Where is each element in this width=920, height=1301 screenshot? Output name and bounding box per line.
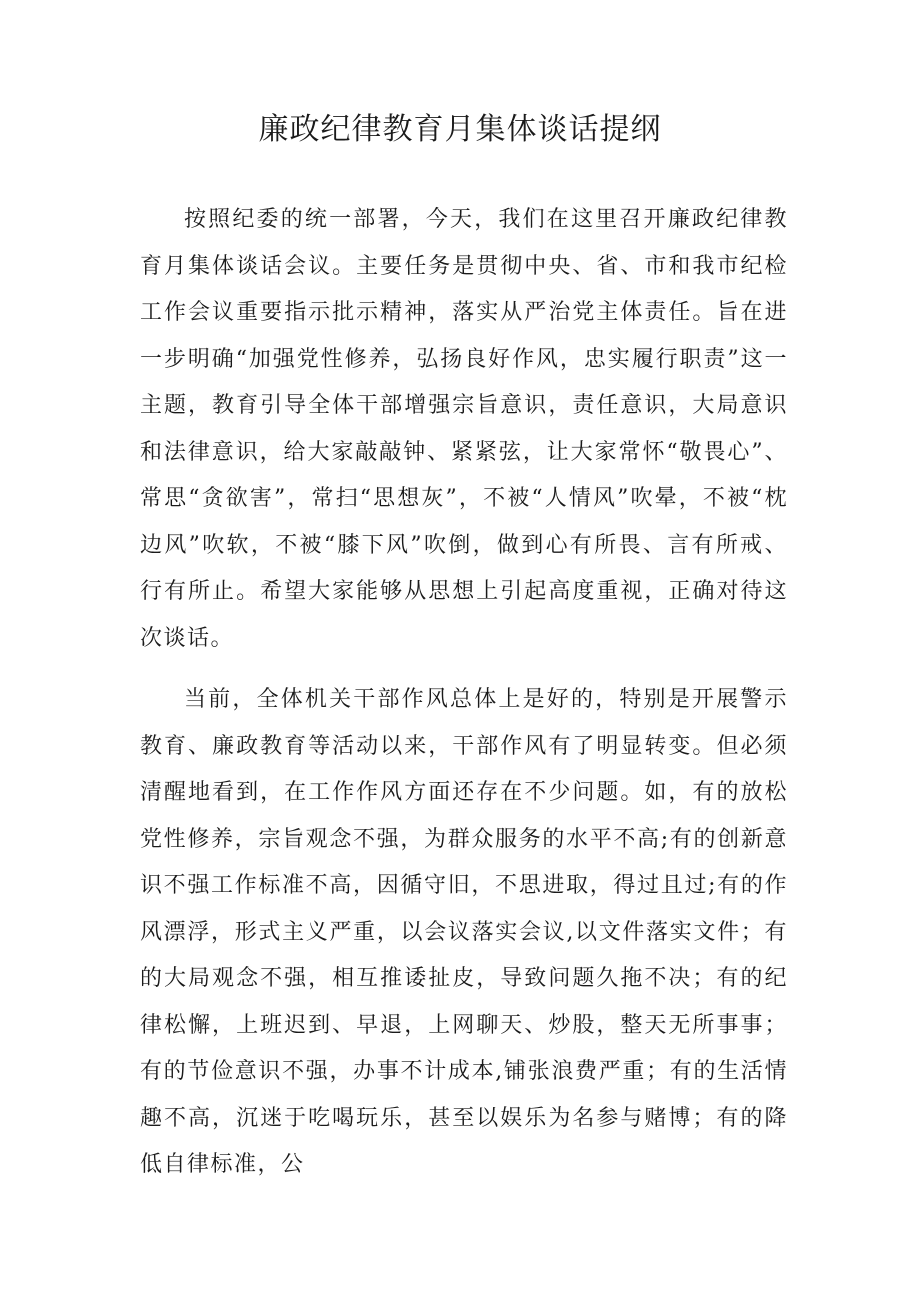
paragraph-1: 按照纪委的统一部署，今天，我们在这里召开廉政纪律教育月集体谈话会议。主要任务是贯彻中央、省、市和我市纪检工作会议重要指示批示精神，落实从严治党主体责任。旨在进一步明确“加强党性修养，弘扬良好作风，忠实履行职责”这一主题，教育引导全体干部增强宗旨意识，责任意识，大局意识和法律意识，给大家敲敲钟、紧紧弦，让大家常怀“敬畏心”、常思“贪欲害”，常扫“思想灰”，不被“人情风”吹晕，不被“枕边风”吹软，不被“膝下风”吹倒，做到心有所畏、言有所戒、行有所止。希望大家能够从思想上引起高度重视，正确对待这次谈话。	[140, 207, 788, 651]
paragraph-2: 当前，全体机关干部作风总体上是好的，特别是开展警示教育、廉政教育等活动以来，干部作风有了明显转变。但必须清醒地看到，在工作作风方面还存在不少问题。如，有的放松党性修养，宗旨观念不强，为群众服务的水平不高;有的创新意识不强工作标准不高，因循守旧，不思进取，得过且过;有的作风漂浮，形式主义严重，以会议落实会议,以文件落实文件；有的大局观念不强，相互推诿扯皮，导致问题久拖不决；有的纪律松懈，上班迟到、早退，上网聊天、炒股，整天无所事事；有的节俭意识不强，办事不计成本,铺张浪费严重；有的生活情趣不高，沉迷于吃喝玩乐，甚至以娱乐为名参与赌博；有的降低自律标准，公	[140, 687, 788, 1177]
document-title: 廉政纪律教育月集体谈话提纲	[258, 112, 662, 147]
